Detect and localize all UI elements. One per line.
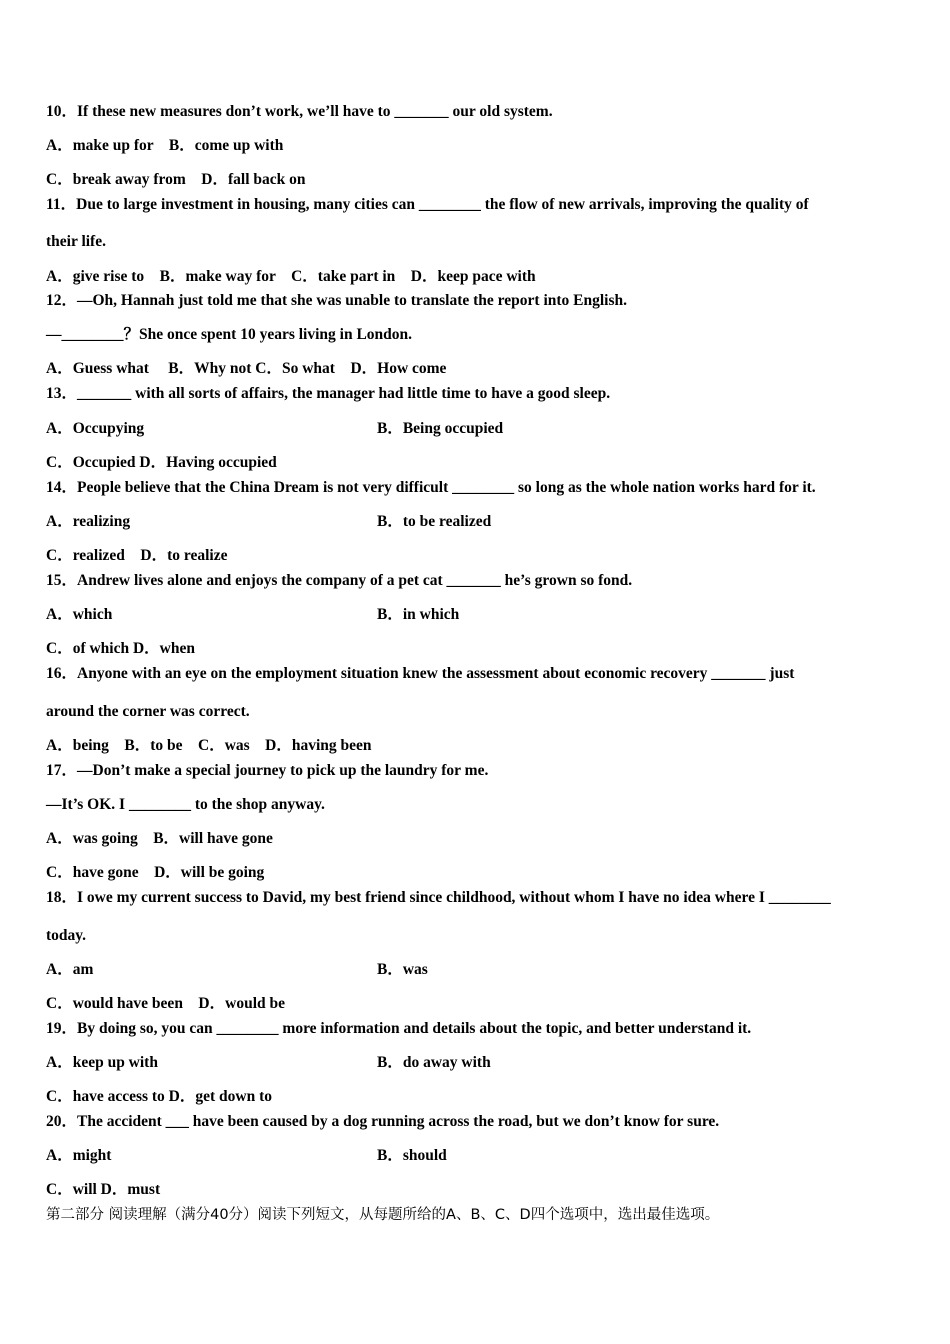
question-20-stem: 20．The accident ___ have been caused by a dog running across the road, but we don’t know for sure. <box>46 1113 720 1130</box>
question-15-options-cd: C．of which D．when <box>46 640 195 657</box>
question-16-stem-cont: around the corner was correct. <box>46 703 250 720</box>
question-12-reply: —________？She once spent 10 years living in London. <box>46 326 413 343</box>
question-20-option-b: B．should <box>377 1147 447 1164</box>
question-19-options-cd: C．have access to D．get down to <box>46 1088 273 1105</box>
question-20-options-cd: C．will D．must <box>46 1181 161 1198</box>
question-19-option-b: B．do away with <box>377 1054 491 1071</box>
question-12-stem: 12．—Oh, Hannah just told me that she was unable to translate the report into English. <box>46 292 628 309</box>
question-18-stem-cont: today. <box>46 927 87 944</box>
question-19-option-a: A．keep up with <box>46 1054 158 1071</box>
question-18-option-a: A．am <box>46 961 94 978</box>
question-20-option-a: A．might <box>46 1147 112 1164</box>
question-19-stem: 19．By doing so, you can ________ more information and details about the topic, and better understand it. <box>46 1020 752 1037</box>
question-17-options-ab: A．was going B．will have gone <box>46 830 273 847</box>
question-13-stem: 13．_______ with all sorts of affairs, the manager had little time to have a good sleep. <box>46 385 611 402</box>
question-17-reply: —It’s OK. I ________ to the shop anyway. <box>46 796 325 813</box>
question-13-option-a: A．Occupying <box>46 420 145 437</box>
question-10-options-cd: C．break away from D．fall back on <box>46 171 306 188</box>
question-11-stem-cont: their life. <box>46 233 106 250</box>
question-16-stem: 16．Anyone with an eye on the employment situation knew the assessment about economic recovery _______ just <box>46 665 795 682</box>
question-15-option-b: B．in which <box>377 606 460 623</box>
question-14-option-a: A．realizing <box>46 513 131 530</box>
question-11-options: A．give rise to B．make way for C．take part in D．keep pace with <box>46 268 536 285</box>
question-18-option-b: B．was <box>377 961 428 978</box>
question-12-options: A．Guess what B．Why not C．So what D．How come <box>46 360 447 377</box>
question-11-stem: 11．Due to large investment in housing, many cities can ________ the flow of new arrivals, improving the quality of <box>46 196 809 213</box>
question-10-stem: 10．If these new measures don’t work, we’ll have to _______ our old system. <box>46 103 553 120</box>
question-15-option-a: A．which <box>46 606 113 623</box>
question-14-options-cd: C．realized D．to realize <box>46 547 228 564</box>
question-13-option-b: B．Being occupied <box>377 420 504 437</box>
question-10-options-ab: A．make up for B．come up with <box>46 137 284 154</box>
section-header: 第二部分 阅读理解（满分40分）阅读下列短文，从每题所给的A、B、C、D四个选项中，选出最佳选项。 <box>46 1207 720 1223</box>
question-17-options-cd: C．have gone D．will be going <box>46 864 265 881</box>
question-18-stem: 18．I owe my current success to David, my best friend since childhood, without whom I have no idea where I ________ <box>46 889 831 906</box>
question-14-option-b: B．to be realized <box>377 513 492 530</box>
question-16-options: A．being B．to be C．was D．having been <box>46 737 372 754</box>
question-14-stem: 14．People believe that the China Dream is not very difficult ________ so long as the whole nation works hard for it. <box>46 479 816 496</box>
question-15-stem: 15．Andrew lives alone and enjoys the company of a pet cat _______ he’s grown so fond. <box>46 572 633 589</box>
question-13-options-cd: C．Occupied D．Having occupied <box>46 454 277 471</box>
question-18-options-cd: C．would have been D．would be <box>46 995 285 1012</box>
question-17-stem: 17．—Don’t make a special journey to pick up the laundry for me. <box>46 762 489 779</box>
